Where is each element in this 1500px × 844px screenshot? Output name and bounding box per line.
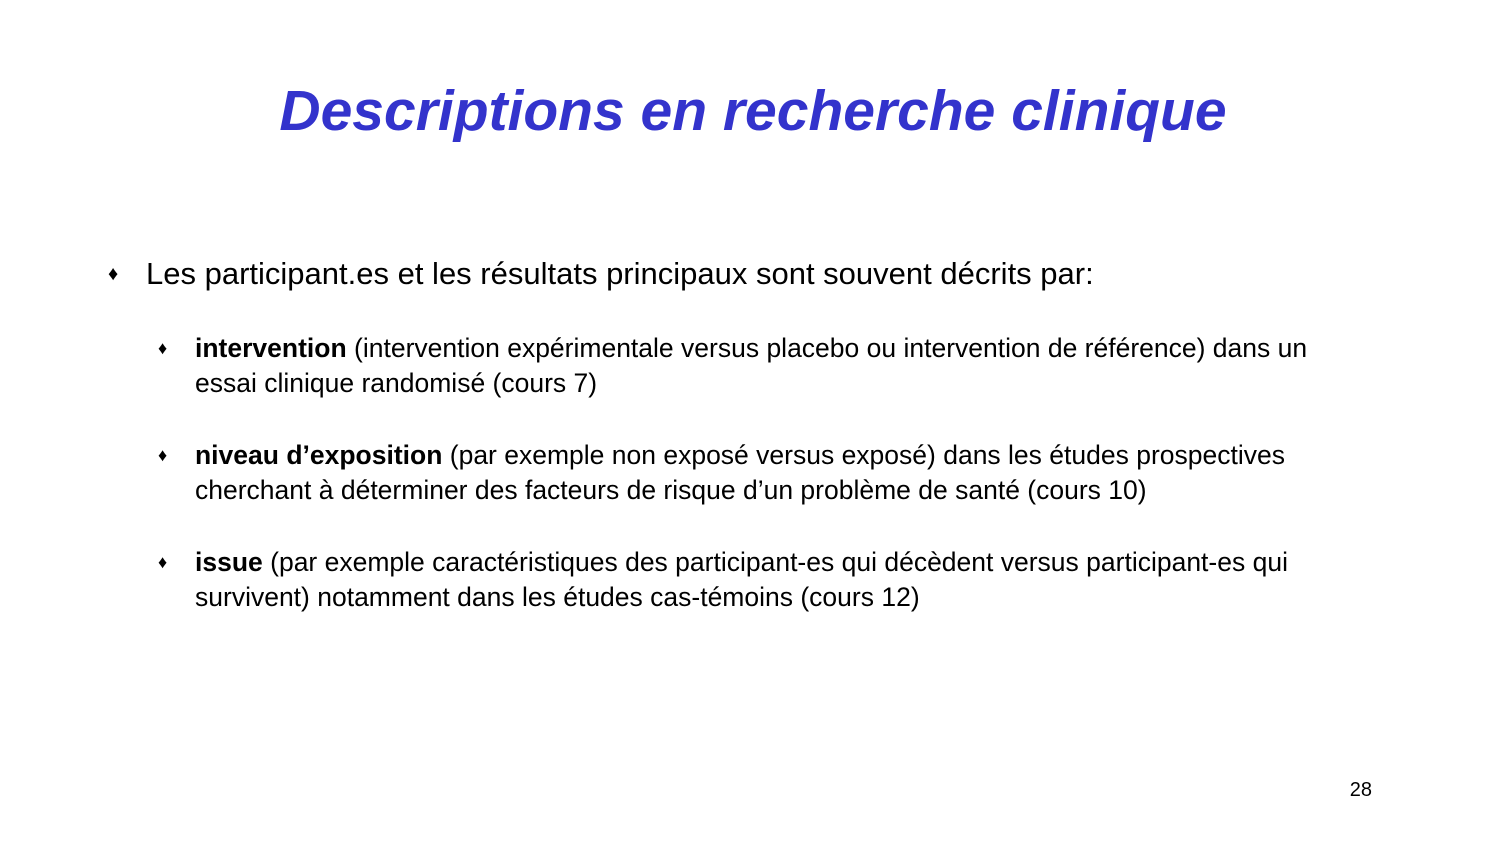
sub-point-term: niveau d’exposition xyxy=(195,440,443,470)
sub-point-line xyxy=(195,331,1435,366)
sub-point-text: (intervention expérimentale versus placebo ou intervention de référence) dans un xyxy=(346,333,1308,363)
page-number: 28 xyxy=(1349,779,1372,801)
sub-point-term: issue xyxy=(195,547,263,577)
diamond-bullet-icon: ♦ xyxy=(158,552,168,572)
sub-point-line xyxy=(195,438,1435,473)
main-point-text: Les participant.es et les résultats principaux sont souvent décrits par: xyxy=(146,256,1094,291)
diamond-bullet-icon: ♦ xyxy=(108,263,119,285)
sub-point-line: survivent) notamment dans les études cas-témoins (cours 12) xyxy=(195,582,920,612)
slide-title: Descriptions en recherche clinique xyxy=(279,79,1227,143)
sub-point-text: (par exemple caractéristiques des participant-es qui décèdent versus participant-es qui xyxy=(262,547,1288,577)
sub-point-term: intervention xyxy=(195,333,347,363)
sub-point-body xyxy=(195,331,1435,401)
sub-point-line: essai clinique randomisé (cours 7) xyxy=(195,368,598,398)
diamond-bullet-icon: ♦ xyxy=(158,338,168,358)
sub-point-body xyxy=(195,438,1435,508)
diamond-bullet-icon: ♦ xyxy=(158,445,168,465)
sub-point-body xyxy=(195,545,1435,615)
sub-point-line: cherchant à déterminer des facteurs de risque d’un problème de santé (cours 10) xyxy=(195,475,1147,505)
sub-point-line xyxy=(195,545,1435,580)
sub-point-text: (par exemple non exposé versus exposé) dans les études prospectives xyxy=(442,440,1285,470)
